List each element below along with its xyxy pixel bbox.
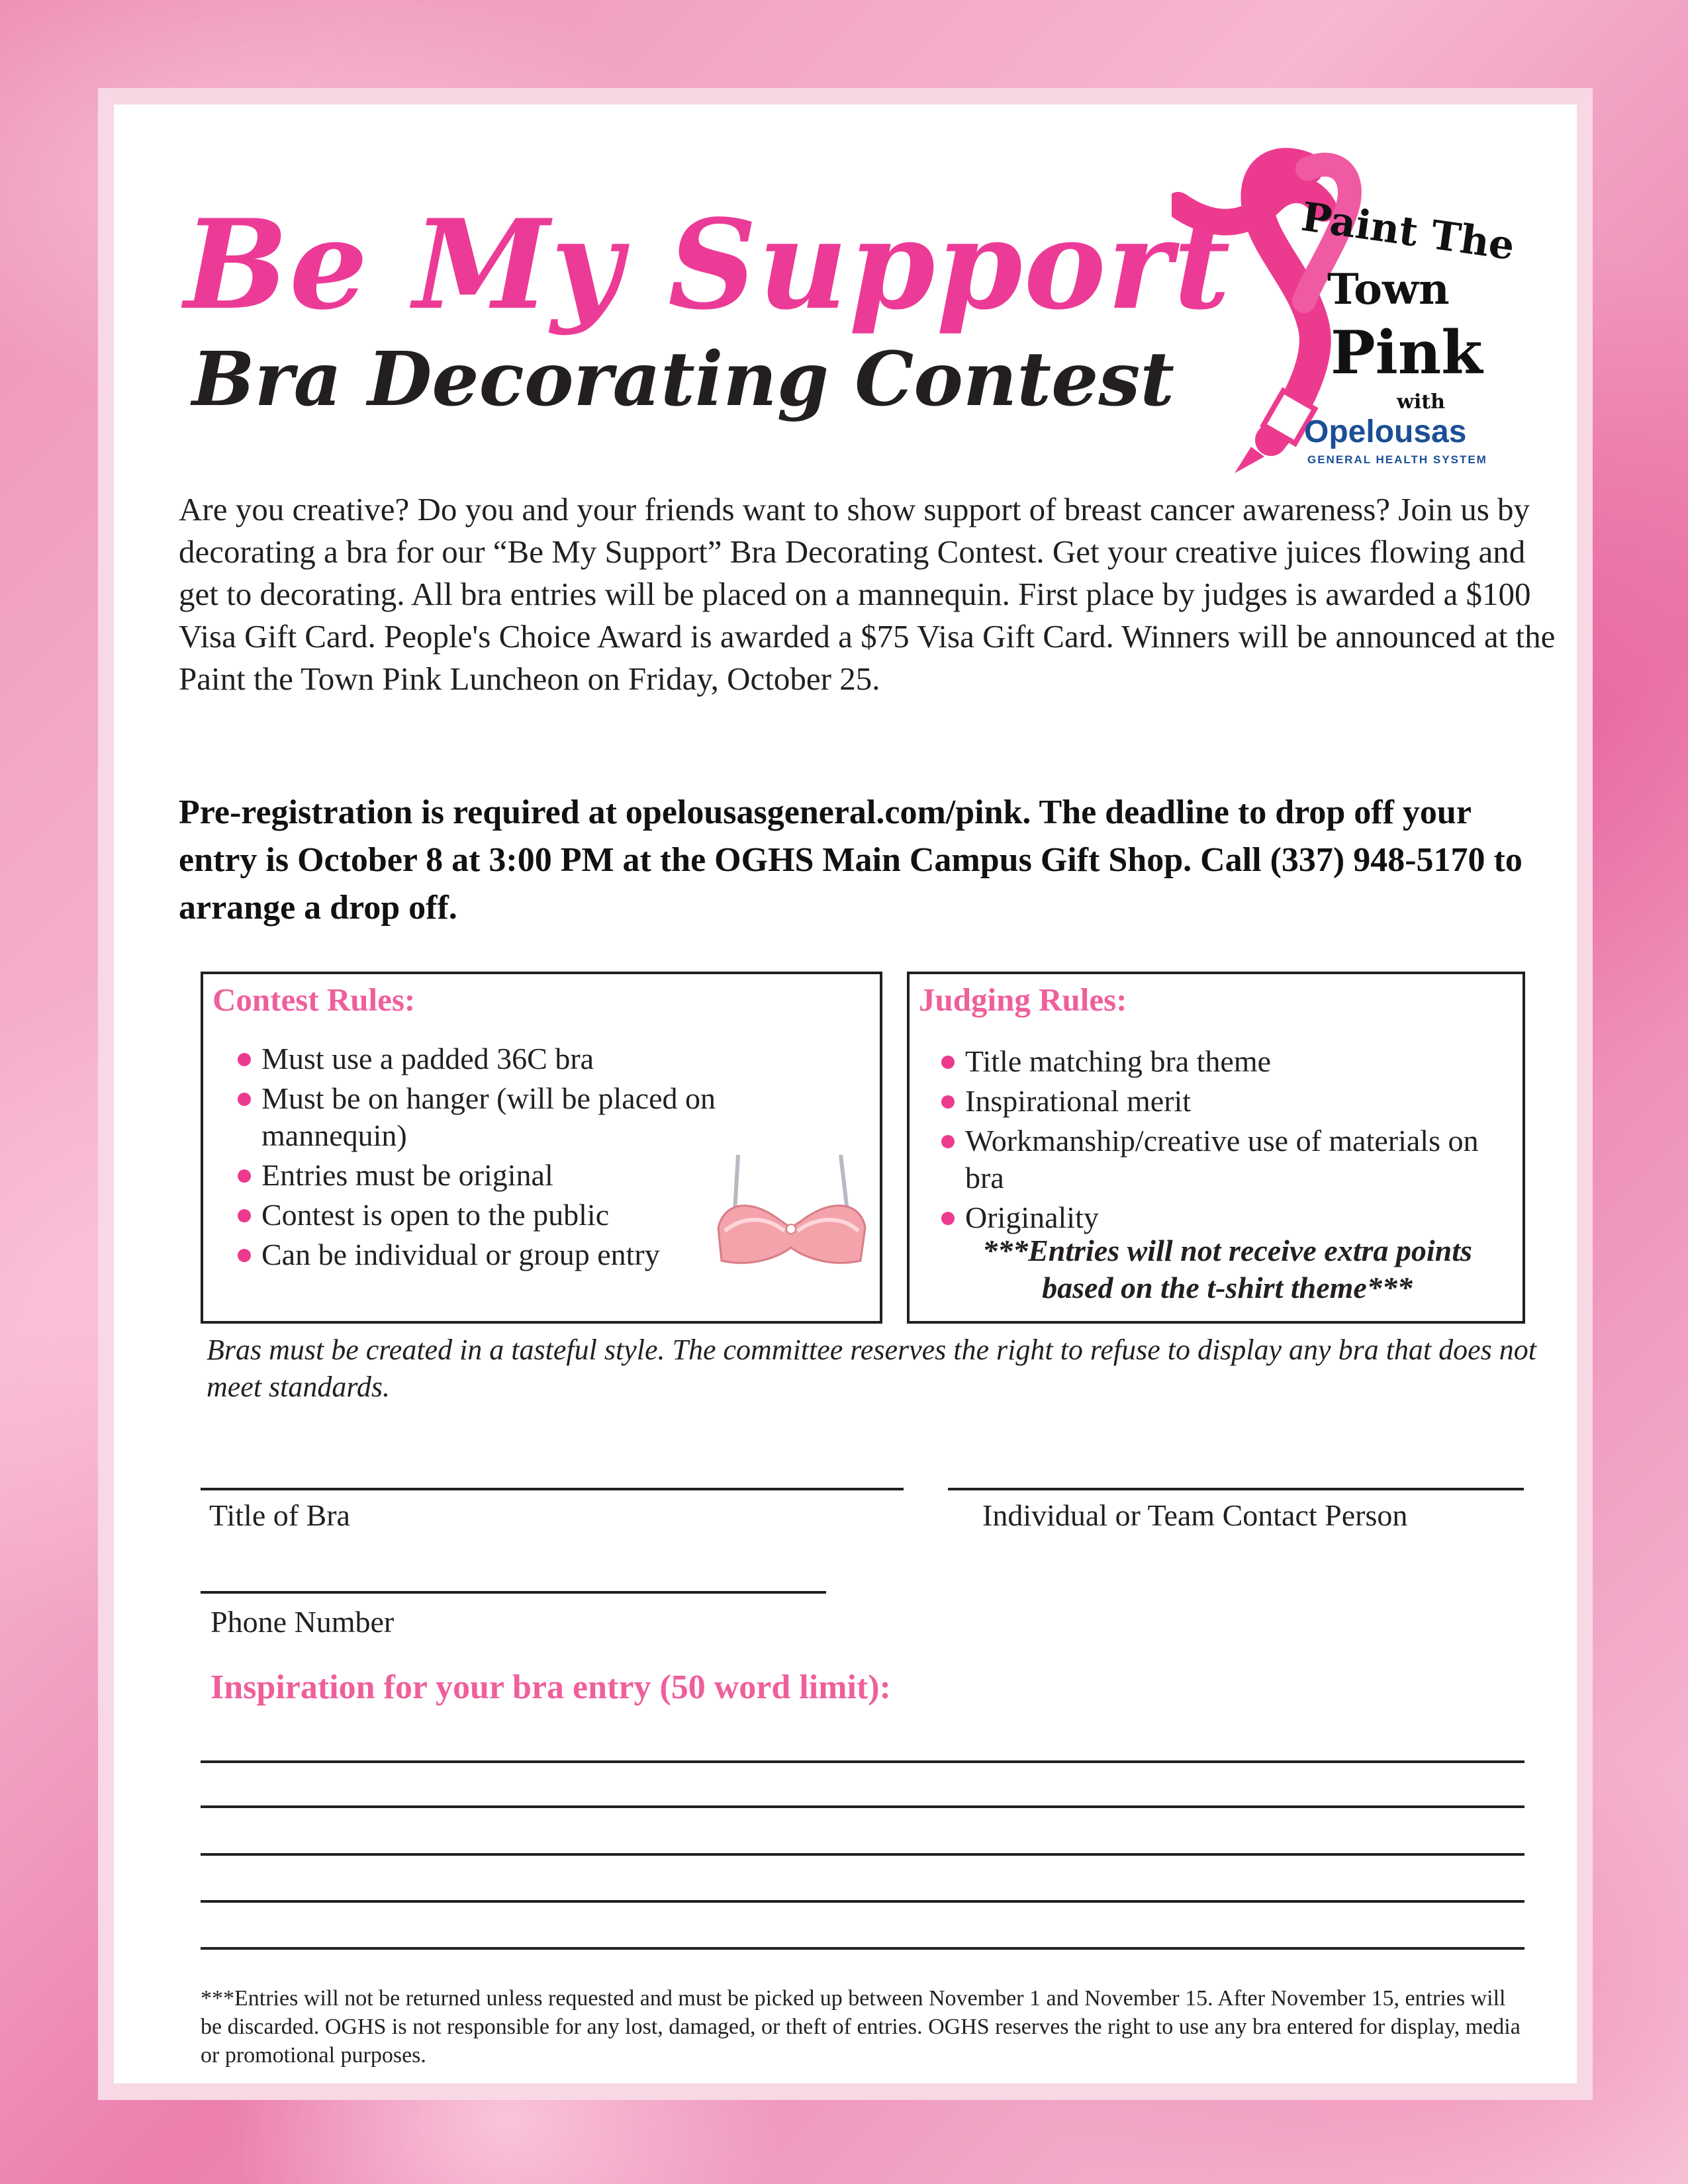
bullet-icon	[941, 1135, 955, 1148]
bullet-icon	[941, 1056, 955, 1069]
list-item-text: Workmanship/creative use of materials on bra	[965, 1124, 1479, 1195]
contact-person-label: Individual or Team Contact Person	[982, 1498, 1408, 1532]
logo-text-pink: Pink	[1331, 318, 1483, 388]
bullet-icon	[238, 1249, 251, 1262]
logo-org-name: Opelousas	[1304, 414, 1467, 449]
intro-paragraph: Are you creative? Do you and your friends want to show support of breast cancer awareness? Join us by decorating a bra for our “Be My Support” Bra Decorating Contest. Get your creative juices flowing and get to decorating. All bra entries will be placed on a mannequin. First place by judges is awarded a $100 Visa Gift Card. People's Choice Award is awarded a $75 Visa Gift Card. Winners will be announced at the Paint the Town Pink Luncheon on Friday, October 25.	[179, 491, 1556, 697]
contact-person-field[interactable]	[948, 1488, 1524, 1490]
list-item-text: Title matching bra theme	[965, 1044, 1272, 1078]
inspiration-line[interactable]	[201, 1760, 1524, 1763]
judging-rules-box	[907, 972, 1525, 1324]
list-item	[936, 1199, 1519, 1236]
list-item-text: Entries must be original	[261, 1158, 553, 1192]
list-item	[232, 1080, 762, 1154]
page-title: Be My Support	[184, 192, 1232, 337]
list-item	[232, 1040, 802, 1077]
list-item	[936, 1122, 1485, 1197]
page-subtitle: Bra Decorating Contest	[192, 336, 1175, 423]
title-of-bra-label: Title of Bra	[209, 1498, 350, 1532]
list-item	[936, 1043, 1519, 1080]
phone-number-label: Phone Number	[211, 1605, 395, 1639]
bra-illustration	[712, 1148, 870, 1274]
phone-number-field[interactable]	[201, 1591, 826, 1594]
list-item-text: Can be individual or group entry	[261, 1238, 660, 1271]
inspiration-line[interactable]	[201, 1805, 1524, 1808]
inspiration-line[interactable]	[201, 1853, 1524, 1856]
logo-org-subtitle: GENERAL HEALTH SYSTEM	[1307, 453, 1487, 466]
judging-note: ***Entries will not receive extra points based on the t-shirt theme***	[982, 1234, 1472, 1304]
inspiration-line[interactable]	[201, 1900, 1524, 1903]
bullet-icon	[238, 1093, 251, 1106]
list-item-text: Originality	[965, 1201, 1099, 1234]
logo-text-town: Town	[1327, 265, 1450, 314]
logo-text-with: with	[1397, 390, 1445, 414]
registration-notice: Pre-registration is required at opelousasgeneral.com/pink. The deadline to drop off your entry is October 8 at 3:00 PM at the OGHS Main Campus Gift Shop. Call (337) 948-5170 to arrange a drop off.	[179, 794, 1523, 927]
taste-disclaimer: Bras must be created in a tasteful style. The committee reserves the right to refuse to display any bra that does not meet standards.	[207, 1334, 1537, 1403]
logo-text-paint: Paint The	[1298, 193, 1518, 270]
bullet-icon	[238, 1209, 251, 1222]
bullet-icon	[941, 1212, 955, 1225]
list-item-text: Must use a padded 36C bra	[261, 1042, 594, 1075]
list-item-text: Contest is open to the public	[261, 1198, 610, 1232]
paint-the-town-pink-logo	[1172, 129, 1518, 473]
bullet-icon	[238, 1169, 251, 1183]
footer-disclaimer: ***Entries will not be returned unless requested and must be picked up between November 1 and November 15. After November 15, entries will be discarded. OGHS is not responsible for any lost, damaged, or theft of entries. OGHS reserves the right to use any bra entered for display, media or promotional purposes.	[201, 1986, 1521, 2068]
list-item-text: Inspirational merit	[965, 1084, 1192, 1118]
list-item-text: Must be on hanger (will be placed on mannequin)	[261, 1081, 716, 1152]
title-of-bra-field[interactable]	[201, 1488, 904, 1490]
bullet-icon	[941, 1095, 955, 1109]
contest-rules-title: Contest Rules:	[212, 981, 416, 1018]
inspiration-line[interactable]	[201, 1947, 1524, 1950]
judging-rules-title: Judging Rules:	[919, 981, 1127, 1018]
bullet-icon	[238, 1053, 251, 1066]
inspiration-heading: Inspiration for your bra entry (50 word limit):	[211, 1668, 891, 1706]
list-item	[936, 1083, 1519, 1120]
judging-rules-list	[936, 1043, 1519, 1239]
